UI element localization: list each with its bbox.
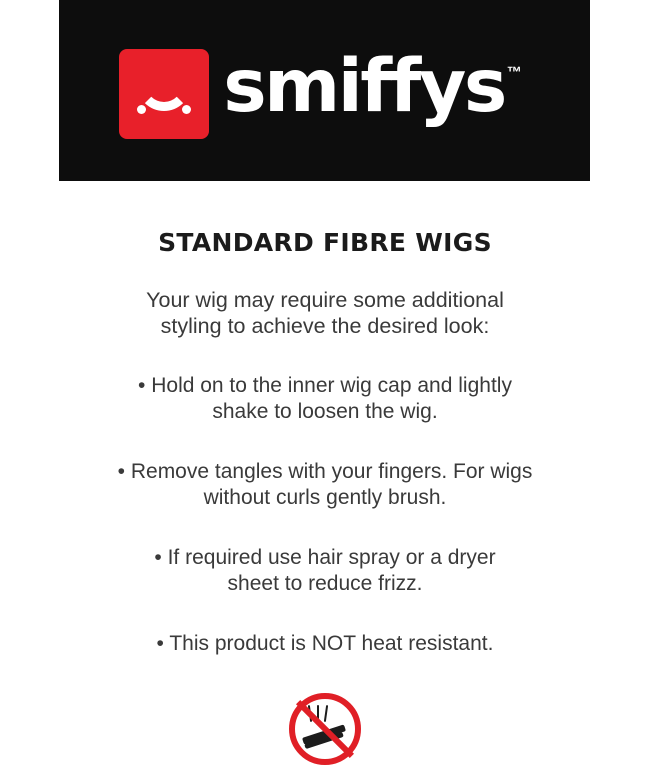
no-heat-straightener-icon [289, 693, 361, 765]
intro-text: Your wig may require some additional styling to achieve the desired look: [146, 288, 504, 338]
brand-logo [119, 43, 522, 139]
brand-wordmark: smiffys [223, 43, 505, 129]
smiffys-smile-icon [119, 49, 209, 139]
care-bullet-2: • Remove tangles with your fingers. For wigs without curls gently brush. [117, 460, 533, 509]
care-bullet-1: • Hold on to the inner wig cap and lightly shake to loosen the wig. [138, 374, 512, 423]
instructions-body [0, 181, 650, 765]
care-bullet-3: • If required use hair spray or a dryer sheet to reduce frizz. [154, 546, 496, 595]
care-bullet-4: • This product is NOT heat resistant. [156, 632, 494, 655]
brand-header-band [59, 0, 590, 181]
page-title: STANDARD FIBRE WIGS [158, 228, 492, 257]
trademark-symbol: ™ [506, 63, 522, 81]
smile-glyph [137, 75, 191, 111]
